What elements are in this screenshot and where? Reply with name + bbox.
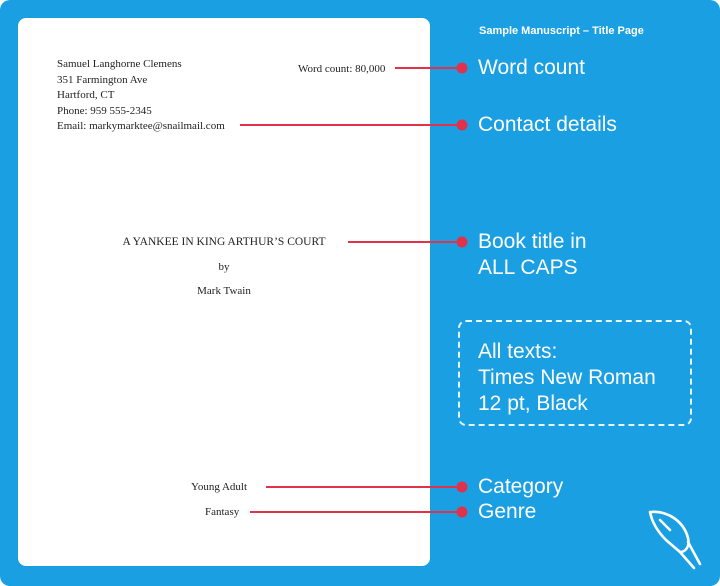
title-dot	[457, 237, 468, 248]
author-name: Mark Twain	[197, 285, 251, 297]
note-line-2: Times New Roman	[478, 366, 656, 389]
category-dot	[457, 482, 468, 493]
font-note-text	[478, 339, 656, 417]
genre-label: Genre	[478, 500, 537, 523]
title-label-line2: ALL CAPS	[478, 256, 578, 279]
title-label-line1: Book title in	[478, 230, 587, 253]
book-title: A YANKEE IN KING ARTHUR’S COURT	[122, 236, 326, 248]
contact-dot	[457, 120, 468, 131]
contact-email: Email: markymarktee@snailmail.com	[57, 120, 225, 132]
byline-by: by	[218, 261, 230, 273]
word-count-dot	[457, 63, 468, 74]
contact-phone: Phone: 959 555-2345	[57, 104, 152, 117]
contact-block	[57, 57, 225, 135]
font-note-box	[458, 320, 692, 426]
category-text: Young Adult	[191, 481, 248, 493]
quill-pen-icon	[644, 506, 704, 574]
contact-name: Samuel Langhorne Clemens	[57, 58, 182, 70]
infographic-title: Sample Manuscript – Title Page	[479, 25, 644, 37]
note-line-3: 12 pt, Black	[478, 392, 588, 415]
genre-dot	[457, 507, 468, 518]
contact-city: Hartford, CT	[57, 89, 115, 101]
contact-street: 351 Farmington Ave	[57, 73, 148, 86]
category-label: Category	[478, 475, 564, 498]
word-count-label: Word count	[478, 56, 585, 79]
note-line-1: All texts:	[478, 340, 558, 363]
contact-label: Contact details	[478, 113, 617, 136]
word-count-text: Word count: 80,000	[298, 63, 386, 75]
genre-text: Fantasy	[205, 506, 240, 518]
